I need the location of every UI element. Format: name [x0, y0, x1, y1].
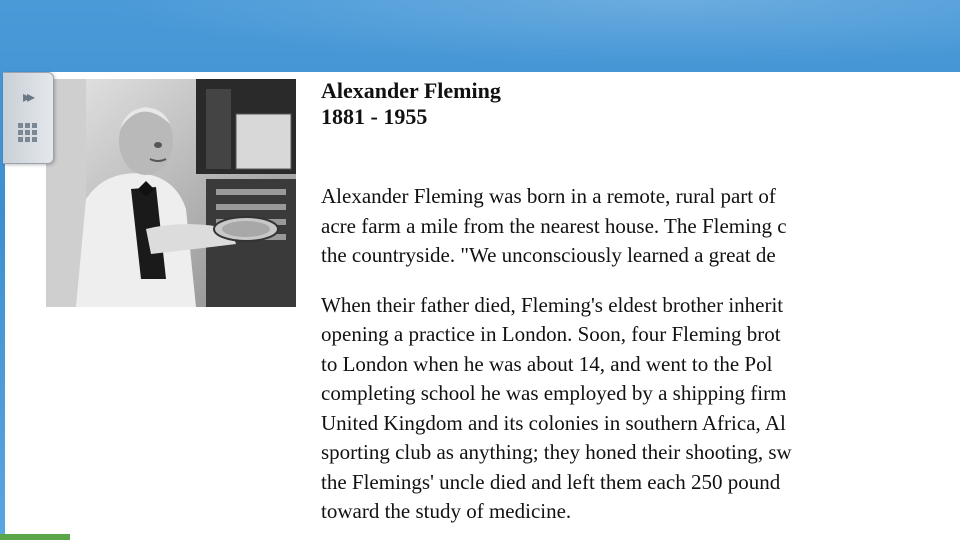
portrait-photo: [46, 79, 296, 307]
paragraph-1: [321, 182, 960, 271]
paragraph-2: [321, 291, 960, 527]
paragraph-line: sporting club as anything; they honed their shooting, sw: [321, 440, 792, 464]
paragraph-line: acre farm a mile from the nearest house. The Fleming c: [321, 213, 787, 238]
slide-canvas: [5, 72, 960, 540]
paragraph-line: completing school he was employed by a shipping firm: [321, 381, 787, 405]
paragraph-line: opening a practice in London. Soon, four Fleming brot: [321, 322, 781, 346]
article-text: [321, 78, 960, 527]
grid-icon[interactable]: [11, 117, 43, 147]
paragraph-line: When their father died, Fleming's eldest brother inherit: [321, 292, 784, 317]
paragraph-line: United Kingdom and its colonies in southern Africa, Al: [321, 410, 786, 435]
double-chevron-right-icon[interactable]: ▸▸: [22, 86, 32, 106]
life-years: 1881 - 1955: [321, 104, 428, 129]
slide-navigation-panel: [3, 72, 54, 164]
paragraph-line: to London when he was about 14, and went to the Pol: [321, 351, 773, 376]
photo-image: [46, 79, 296, 307]
paragraph-line: toward the study of medicine.: [321, 499, 572, 523]
paragraph-line: the Flemings' uncle died and left them each 250 pound: [321, 469, 781, 494]
paragraph-line: the countryside. "We unconsciously learned a great de: [321, 243, 776, 267]
taskbar-edge: [0, 534, 70, 540]
paragraph-line: Alexander Fleming was born in a remote, rural part of: [321, 184, 776, 208]
background-glow: [0, 0, 960, 75]
page-title: Alexander Fleming: [321, 78, 501, 103]
